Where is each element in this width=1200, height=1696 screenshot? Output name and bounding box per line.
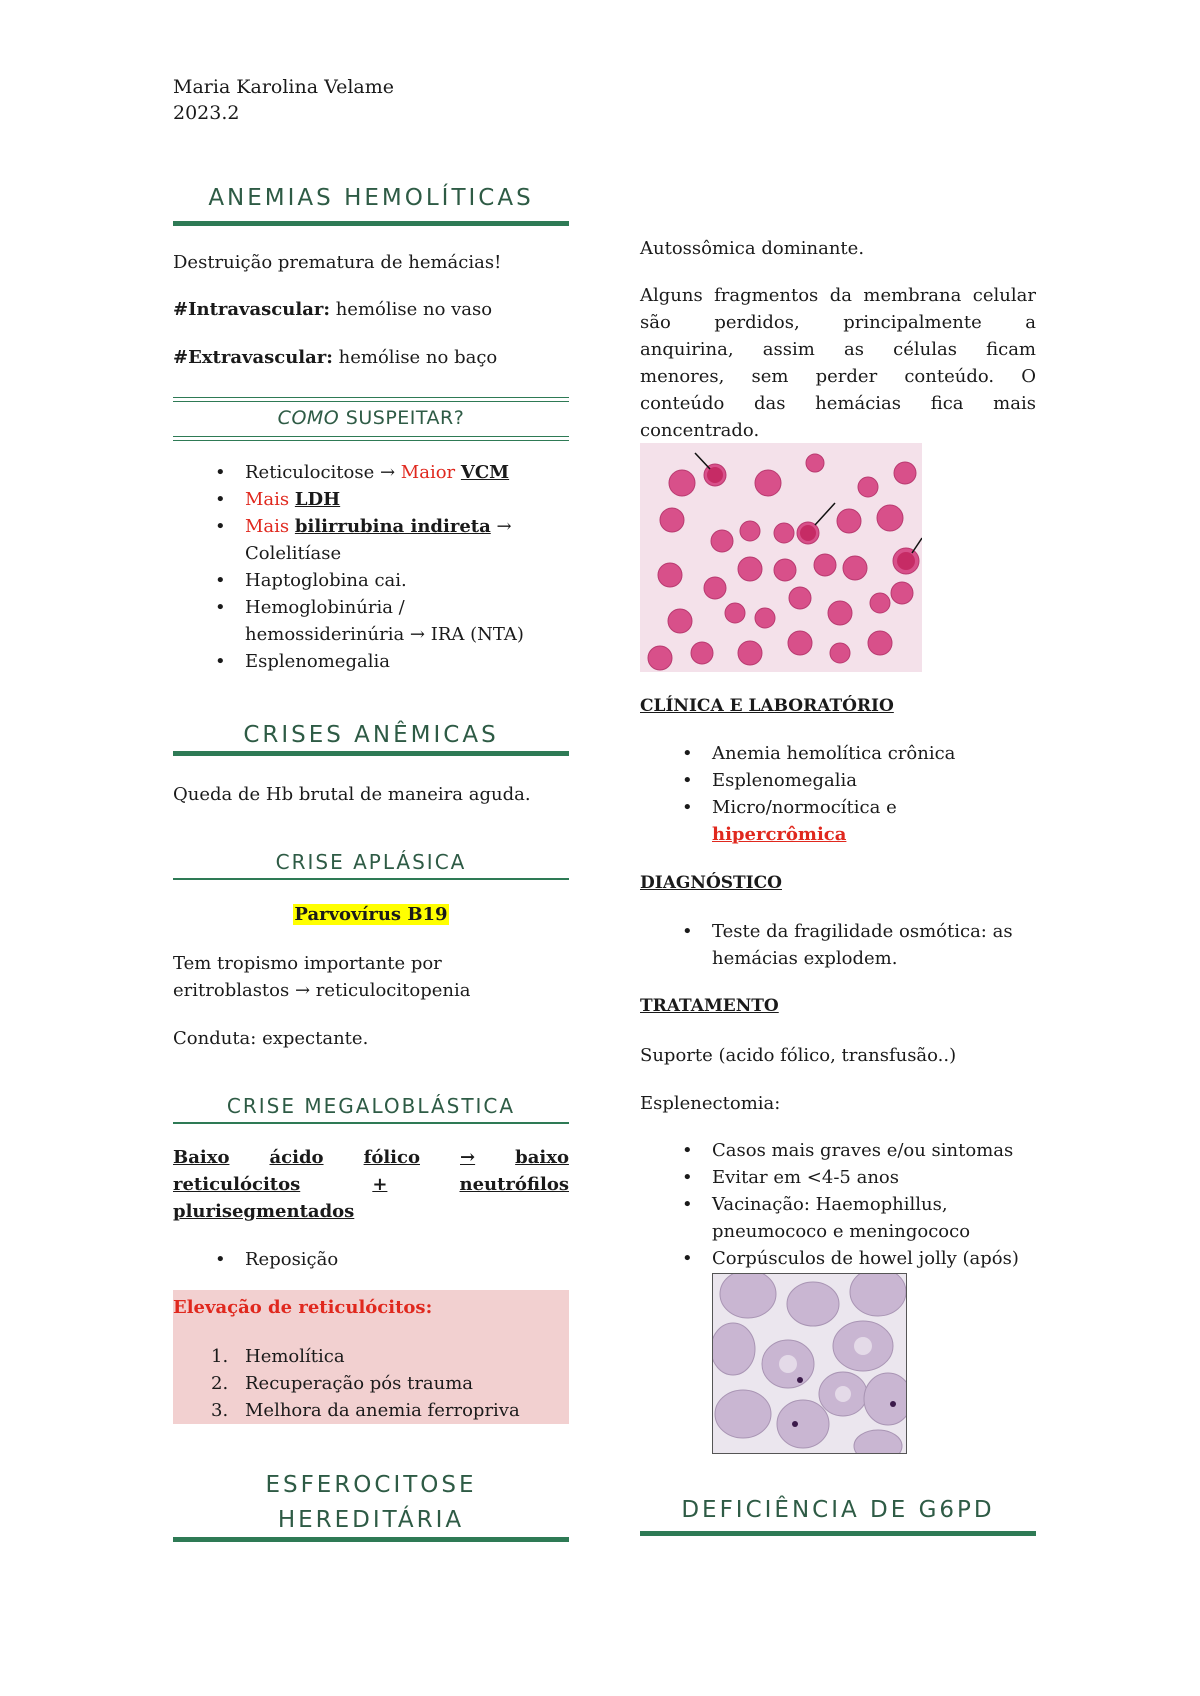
intravascular-text: hemólise no vaso — [329, 299, 493, 320]
list-item: • Reticulocitose → Maior VCM — [173, 459, 573, 486]
megalo-line-1: Baixo ácido fólico → baixo — [173, 1147, 569, 1168]
list-item: 1. Hemolítica — [211, 1346, 345, 1367]
clinica-list — [640, 740, 1040, 848]
suspeitar-top-line-2 — [173, 401, 569, 402]
period: 2023.2 — [173, 102, 240, 124]
heading-underline — [173, 1122, 569, 1124]
list-item: • Esplenomegalia — [640, 767, 1040, 794]
list-item: • Evitar em <4-5 anos — [640, 1164, 1060, 1191]
list-item: • Esplenomegalia — [173, 648, 573, 675]
list-item: • Hemoglobinúria / hemossiderinúria → IRA (NTA) — [173, 594, 573, 648]
parvovirus-highlight: Parvovírus B19 — [294, 904, 448, 925]
heading-como-suspeitar — [173, 407, 569, 429]
list-item: 2. Recuperação pós trauma — [211, 1373, 474, 1394]
heading-underline — [173, 221, 569, 226]
elevacao-title: Elevação de reticulócitos: — [173, 1297, 433, 1318]
howell-jolly-smear-image — [712, 1273, 907, 1454]
extravascular-line — [173, 344, 497, 371]
heading-crises-anemicas: CRISES ANÊMICAS — [243, 722, 499, 748]
autossomica-text: Autossômica dominante. — [640, 238, 865, 259]
suspeitar-bottom-line-2 — [173, 440, 569, 441]
heading-clinica-laboratorio: CLÍNICA E LABORATÓRIO — [640, 696, 894, 716]
spherocytes-smear-image — [640, 443, 922, 672]
heading-underline — [640, 1531, 1036, 1536]
list-item: • Anemia hemolítica crônica — [640, 740, 1040, 767]
list-item: 3. Melhora da anemia ferropriva — [211, 1400, 520, 1421]
list-item: • Casos mais graves e/ou sintomas — [640, 1137, 1060, 1164]
tropismo-line-2: eritroblastos → reticulocitopenia — [173, 980, 471, 1001]
suspeitar-top-line — [173, 397, 569, 398]
diagnostico-list — [640, 918, 1060, 972]
heading-underline — [173, 1537, 569, 1542]
howell-jolly-image-svg — [713, 1274, 906, 1453]
esplenectomia-text: Esplenectomia: — [640, 1093, 781, 1114]
hipercromica-text: hipercrômica — [712, 824, 847, 845]
heading-crise-aplasica: CRISE APLÁSICA — [275, 850, 467, 874]
author-name: Maria Karolina Velame — [173, 76, 394, 98]
list-item: • Reposição — [173, 1246, 573, 1273]
list-item: • Corpúsculos de howel jolly (após) — [640, 1245, 1060, 1272]
reposicao-list — [173, 1246, 573, 1273]
list-item: • Mais bilirrubina indireta → Colelitíase — [173, 513, 573, 567]
heading-esferocitose: ESFEROCITOSE HEREDITÁRIA — [265, 1472, 477, 1533]
elevacao-list — [173, 1343, 569, 1424]
heading-crise-megaloblastica: CRISE MEGALOBLÁSTICA — [226, 1094, 516, 1118]
intravascular-line — [173, 296, 492, 323]
como-italic: COMO — [277, 407, 340, 429]
megalo-line-2: reticulócitos + neutrófilos — [173, 1174, 569, 1195]
extravascular-label: #Extravascular: — [173, 347, 333, 368]
heading-diagnostico: DIAGNÓSTICO — [640, 873, 782, 893]
megalo-line-3: plurisegmentados — [173, 1201, 355, 1222]
list-item: • Haptoglobina cai. — [173, 567, 573, 594]
crises-text: Queda de Hb brutal de maneira aguda. — [173, 784, 531, 805]
heading-anemias-hemoliticas: ANEMIAS HEMOLÍTICAS — [208, 185, 534, 211]
suporte-text: Suporte (acido fólico, transfusão..) — [640, 1045, 957, 1066]
fragmentos-paragraph: Alguns fragmentos da membrana celular são perdidos, principalmente a anquirina, assim as células ficam menores, sem perder conteúdo. O conteúdo das hemácias fica mais concentrado. — [640, 285, 1036, 441]
heading-underline — [173, 751, 569, 756]
conduta-text: Conduta: expectante. — [173, 1028, 369, 1049]
suspeitar-bottom-line — [173, 436, 569, 437]
intro-text: Destruição prematura de hemácias! — [173, 252, 502, 273]
suspeitar-list — [173, 459, 573, 675]
heading-tratamento: TRATAMENTO — [640, 996, 779, 1016]
list-item: • Teste da fragilidade osmótica: as hemácias explodem. — [640, 918, 1060, 972]
intravascular-label: #Intravascular: — [173, 299, 330, 320]
extravascular-text: hemólise no baço — [332, 347, 498, 368]
list-item: • Micro/normocítica e hipercrômica — [640, 794, 1040, 848]
list-item: • Vacinação: Haemophillus, pneumococo e meningococo — [640, 1191, 1060, 1245]
spherocytes-image-svg — [640, 443, 922, 672]
list-item: • Mais LDH — [173, 486, 573, 513]
suspeitar-rest: SUSPEITAR? — [339, 407, 465, 429]
esplenectomia-list — [640, 1137, 1060, 1272]
heading-underline — [173, 878, 569, 880]
parvovirus-line — [173, 901, 569, 928]
tropismo-line-1: Tem tropismo importante por — [173, 953, 442, 974]
heading-deficiencia-g6pd: DEFICIÊNCIA DE G6PD — [681, 1497, 995, 1523]
